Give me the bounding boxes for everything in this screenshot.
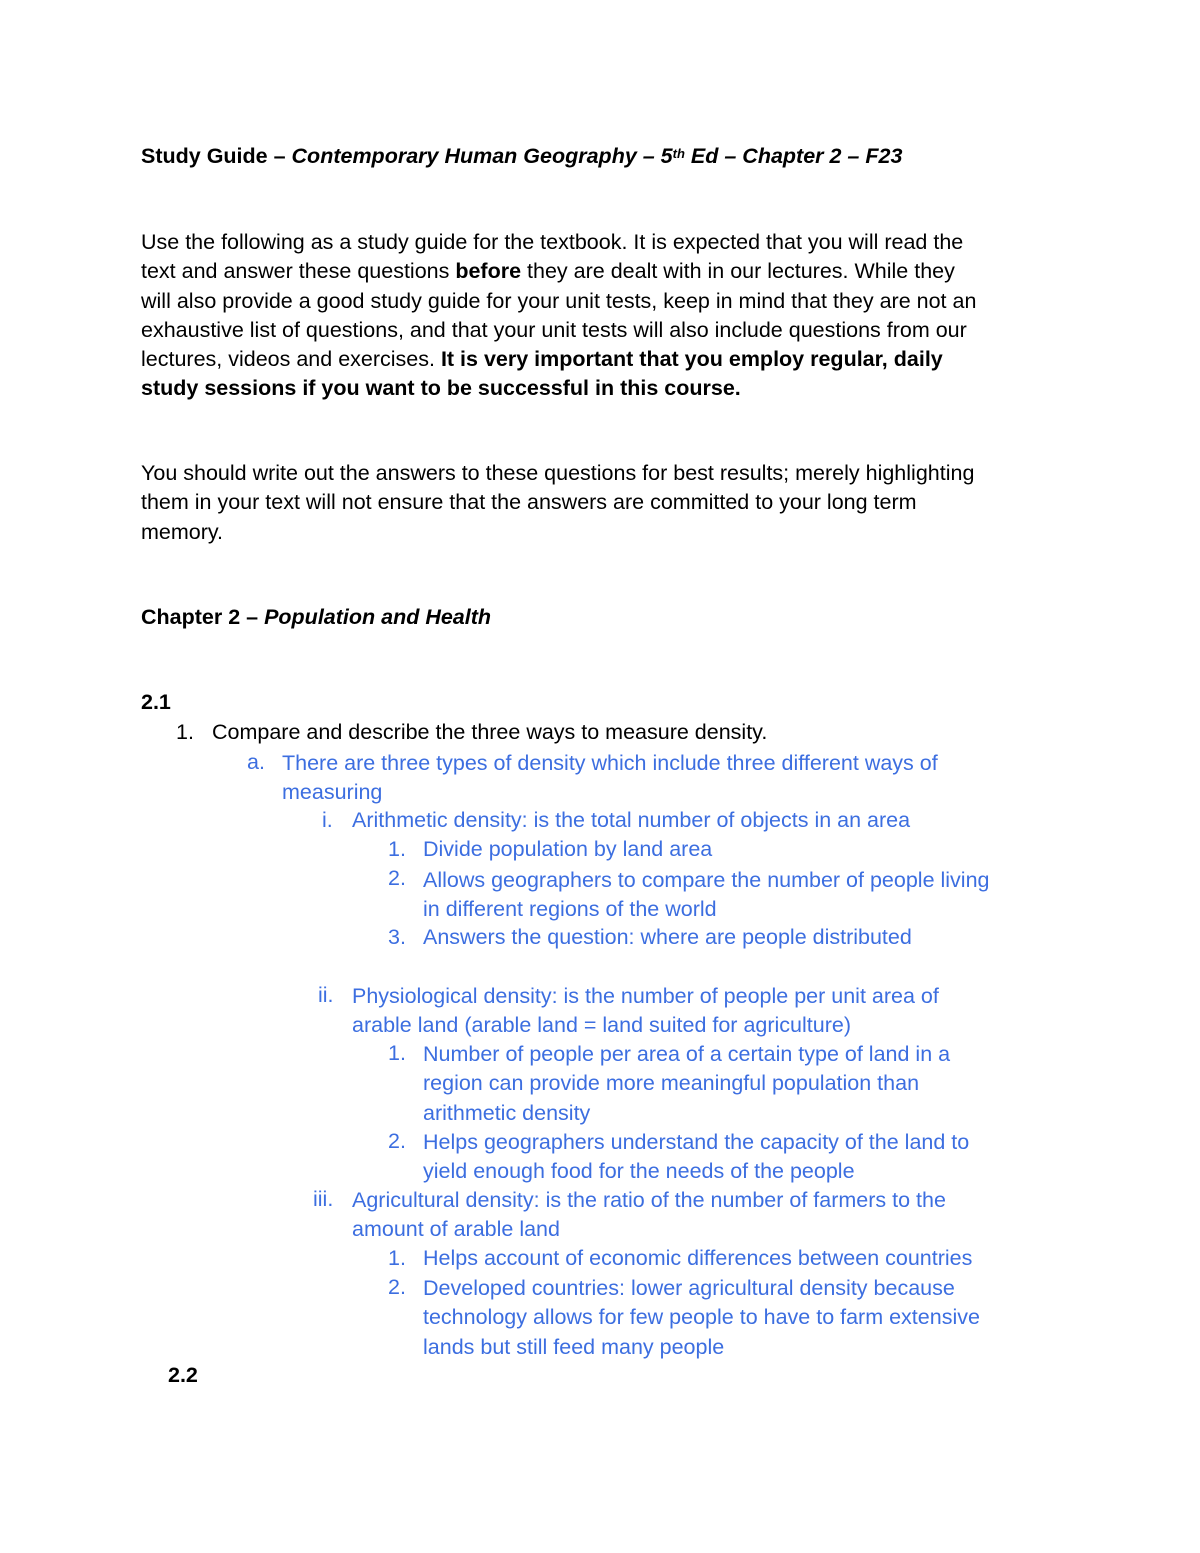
list-item: Allows geographers to compare the number of people living in different regions of the world bbox=[423, 868, 990, 922]
roman-marker-iii: iii. bbox=[313, 1187, 334, 1211]
list-item: Answers the question: where are people distributed bbox=[423, 925, 912, 949]
list-number: 2. bbox=[388, 1275, 406, 1299]
question-text: Compare and describe the three ways to measure density. bbox=[212, 720, 768, 744]
agricultural-density-text: Agricultural density: is the ratio of the number of farmers to the amount of arable land bbox=[352, 1188, 946, 1242]
list-item: Number of people per area of a certain type of land in a region can provide more meaningful population than arithmetic density bbox=[423, 1042, 951, 1125]
list-number: 3. bbox=[388, 925, 406, 949]
list-item: Divide population by land area bbox=[423, 837, 713, 861]
chapter-heading: Chapter 2 – Population and Health bbox=[141, 605, 492, 629]
list-number: 2. bbox=[388, 866, 406, 890]
question-number: 1. bbox=[176, 720, 194, 744]
section-heading-2-1: 2.1 bbox=[141, 690, 171, 714]
list-number: 1. bbox=[388, 1246, 406, 1270]
list-item: Developed countries: lower agricultural density because technology allows for few people to have to farm extensive lands but still feed many people bbox=[423, 1276, 980, 1359]
intro-paragraph: Use the following as a study guide for the textbook. It is expected that you will read the text and answer these questions before they are dealt with in our lectures. While they will also provide a good study guide for your unit tests, keep in mind that they are not an exhaustive list of questions, and that your unit tests will also include questions from our lectures, videos and exercises. It is very important that you employ regular, daily study sessions if you want to be successful in this course. bbox=[141, 230, 977, 401]
physiological-density-text: Physiological density: is the number of people per unit area of arable land (arable land = land suited for agriculture) bbox=[352, 984, 939, 1038]
answer-marker-a: a. bbox=[247, 750, 265, 774]
answer-a-text: There are three types of density which include three different ways of measuring bbox=[282, 751, 938, 805]
list-number: 2. bbox=[388, 1129, 406, 1153]
list-number: 1. bbox=[388, 837, 406, 861]
arithmetic-density-text: Arithmetic density: is the total number of objects in an area bbox=[352, 808, 911, 832]
list-number: 1. bbox=[388, 1041, 406, 1065]
list-item: Helps account of economic differences between countries bbox=[423, 1246, 973, 1270]
section-heading-2-2: 2.2 bbox=[168, 1363, 198, 1387]
roman-marker-i: i. bbox=[322, 808, 333, 832]
list-item: Helps geographers understand the capacity of the land to yield enough food for the needs of the people bbox=[423, 1130, 970, 1184]
note-paragraph: You should write out the answers to these questions for best results; merely highlighting them in your text will not ensure that the answers are committed to your long term memory. bbox=[141, 461, 975, 544]
roman-marker-ii: ii. bbox=[318, 983, 334, 1007]
document-title: Study Guide – Contemporary Human Geography – 5th Ed – Chapter 2 – F23 bbox=[141, 144, 903, 168]
